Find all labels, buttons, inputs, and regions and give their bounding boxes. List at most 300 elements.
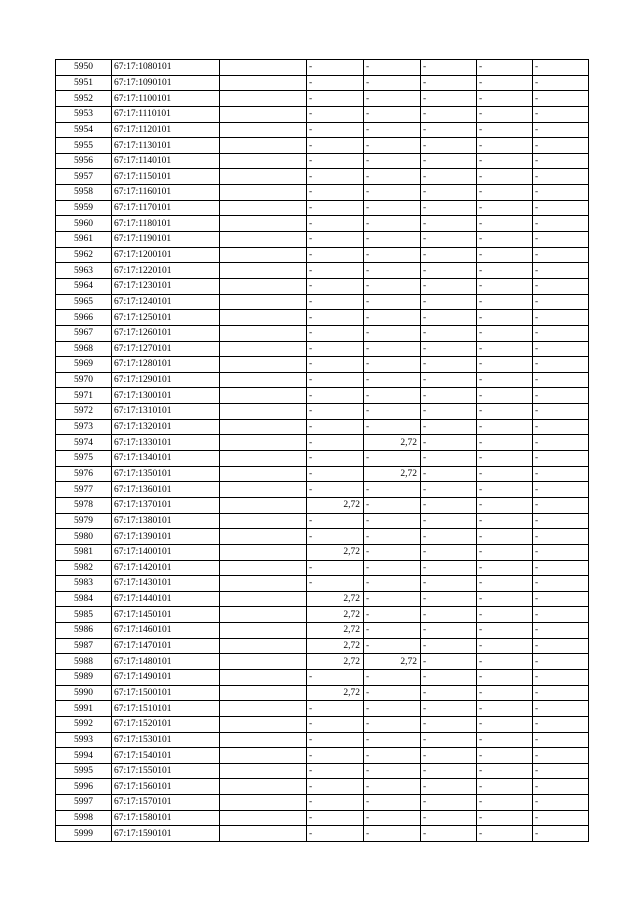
value-cell-e: - xyxy=(533,701,589,717)
value-cell-d: - xyxy=(477,216,533,232)
value-cell-a: 2,72 xyxy=(307,654,364,670)
blank-cell xyxy=(220,826,307,842)
value-cell-e: - xyxy=(533,138,589,154)
value-cell-c: - xyxy=(421,341,477,357)
cadastral-code-cell: 67:17:1160101 xyxy=(112,185,220,201)
row-number-cell: 5999 xyxy=(56,826,112,842)
row-number-cell: 5987 xyxy=(56,638,112,654)
blank-cell xyxy=(220,216,307,232)
value-cell-a: 2,72 xyxy=(307,591,364,607)
value-cell-e: - xyxy=(533,826,589,842)
value-cell-d: - xyxy=(477,435,533,451)
table-row xyxy=(56,748,589,764)
row-number-cell: 5989 xyxy=(56,669,112,685)
value-cell-e: - xyxy=(533,232,589,248)
blank-cell xyxy=(220,185,307,201)
value-cell-c: - xyxy=(421,466,477,482)
value-cell-d: - xyxy=(477,560,533,576)
row-number-cell: 5959 xyxy=(56,200,112,216)
table-body xyxy=(56,60,589,842)
value-cell-a: - xyxy=(307,419,364,435)
table-row xyxy=(56,263,589,279)
cadastral-code-cell: 67:17:1370101 xyxy=(112,497,220,513)
value-cell-c: - xyxy=(421,91,477,107)
value-cell-a: - xyxy=(307,263,364,279)
cadastral-code-cell: 67:17:1320101 xyxy=(112,419,220,435)
value-cell-a: - xyxy=(307,810,364,826)
table-row xyxy=(56,232,589,248)
value-cell-b: - xyxy=(364,60,421,76)
cadastral-code-cell: 67:17:1260101 xyxy=(112,325,220,341)
value-cell-b: - xyxy=(364,669,421,685)
row-number-cell: 5992 xyxy=(56,716,112,732)
value-cell-e: - xyxy=(533,544,589,560)
value-cell-b: - xyxy=(364,623,421,639)
value-cell-e: - xyxy=(533,419,589,435)
value-cell-c: - xyxy=(421,60,477,76)
value-cell-a: - xyxy=(307,779,364,795)
value-cell-c: - xyxy=(421,372,477,388)
value-cell-a: - xyxy=(307,560,364,576)
table-row xyxy=(56,419,589,435)
row-number-cell: 5971 xyxy=(56,388,112,404)
cadastral-code-cell: 67:17:1540101 xyxy=(112,748,220,764)
row-number-cell: 5994 xyxy=(56,748,112,764)
blank-cell xyxy=(220,153,307,169)
value-cell-c: - xyxy=(421,529,477,545)
value-cell-c: - xyxy=(421,200,477,216)
blank-cell xyxy=(220,60,307,76)
blank-cell xyxy=(220,278,307,294)
cadastral-code-cell: 67:17:1460101 xyxy=(112,623,220,639)
row-number-cell: 5993 xyxy=(56,732,112,748)
cadastral-code-cell: 67:17:1280101 xyxy=(112,357,220,373)
value-cell-b: - xyxy=(364,419,421,435)
value-cell-b: - xyxy=(364,106,421,122)
row-number-cell: 5978 xyxy=(56,497,112,513)
value-cell-a: 2,72 xyxy=(307,685,364,701)
cadastral-code-cell: 67:17:1520101 xyxy=(112,716,220,732)
value-cell-b: - xyxy=(364,638,421,654)
value-cell-a: - xyxy=(307,216,364,232)
row-number-cell: 5972 xyxy=(56,404,112,420)
table-row xyxy=(56,200,589,216)
blank-cell xyxy=(220,623,307,639)
value-cell-c: - xyxy=(421,435,477,451)
value-cell-c: - xyxy=(421,607,477,623)
value-cell-a: - xyxy=(307,60,364,76)
value-cell-d: - xyxy=(477,310,533,326)
value-cell-d: - xyxy=(477,278,533,294)
value-cell-a: - xyxy=(307,529,364,545)
value-cell-c: - xyxy=(421,810,477,826)
table-row xyxy=(56,372,589,388)
value-cell-d: - xyxy=(477,75,533,91)
cadastral-code-cell: 67:17:1430101 xyxy=(112,576,220,592)
value-cell-c: - xyxy=(421,75,477,91)
row-number-cell: 5974 xyxy=(56,435,112,451)
row-number-cell: 5964 xyxy=(56,278,112,294)
value-cell-c: - xyxy=(421,138,477,154)
value-cell-c: - xyxy=(421,795,477,811)
blank-cell xyxy=(220,75,307,91)
table-row xyxy=(56,357,589,373)
row-number-cell: 5966 xyxy=(56,310,112,326)
value-cell-b: - xyxy=(364,200,421,216)
cadastral-code-cell: 67:17:1150101 xyxy=(112,169,220,185)
table-row xyxy=(56,638,589,654)
value-cell-c: - xyxy=(421,497,477,513)
value-cell-e: - xyxy=(533,466,589,482)
cadastral-code-cell: 67:17:1130101 xyxy=(112,138,220,154)
row-number-cell: 5995 xyxy=(56,763,112,779)
cadastral-code-cell: 67:17:1110101 xyxy=(112,106,220,122)
table-row xyxy=(56,138,589,154)
value-cell-b: - xyxy=(364,591,421,607)
row-number-cell: 5979 xyxy=(56,513,112,529)
cadastral-code-cell: 67:17:1270101 xyxy=(112,341,220,357)
value-cell-b: - xyxy=(364,310,421,326)
value-cell-d: - xyxy=(477,357,533,373)
table-row xyxy=(56,91,589,107)
value-cell-a: - xyxy=(307,388,364,404)
row-number-cell: 5960 xyxy=(56,216,112,232)
value-cell-a: - xyxy=(307,451,364,467)
cadastral-code-cell: 67:17:1120101 xyxy=(112,122,220,138)
row-number-cell: 5986 xyxy=(56,623,112,639)
cadastral-code-cell: 67:17:1350101 xyxy=(112,466,220,482)
value-cell-d: - xyxy=(477,294,533,310)
value-cell-c: - xyxy=(421,388,477,404)
table-row xyxy=(56,497,589,513)
value-cell-b: - xyxy=(364,748,421,764)
value-cell-e: - xyxy=(533,810,589,826)
value-cell-a: - xyxy=(307,75,364,91)
blank-cell xyxy=(220,654,307,670)
cadastral-code-cell: 67:17:1290101 xyxy=(112,372,220,388)
value-cell-a: - xyxy=(307,716,364,732)
value-cell-c: - xyxy=(421,247,477,263)
cadastral-code-cell: 67:17:1140101 xyxy=(112,153,220,169)
value-cell-e: - xyxy=(533,216,589,232)
value-cell-d: - xyxy=(477,91,533,107)
row-number-cell: 5985 xyxy=(56,607,112,623)
value-cell-c: - xyxy=(421,779,477,795)
row-number-cell: 5988 xyxy=(56,654,112,670)
value-cell-e: - xyxy=(533,106,589,122)
blank-cell xyxy=(220,232,307,248)
value-cell-e: - xyxy=(533,200,589,216)
cadastral-code-cell: 67:17:1250101 xyxy=(112,310,220,326)
value-cell-b: - xyxy=(364,357,421,373)
value-cell-c: - xyxy=(421,513,477,529)
blank-cell xyxy=(220,497,307,513)
value-cell-b: - xyxy=(364,91,421,107)
value-cell-c: - xyxy=(421,153,477,169)
cadastral-code-cell: 67:17:1220101 xyxy=(112,263,220,279)
value-cell-e: - xyxy=(533,372,589,388)
cadastral-code-cell: 67:17:1400101 xyxy=(112,544,220,560)
value-cell-c: - xyxy=(421,357,477,373)
value-cell-a: - xyxy=(307,357,364,373)
row-number-cell: 5984 xyxy=(56,591,112,607)
value-cell-e: - xyxy=(533,247,589,263)
value-cell-d: - xyxy=(477,200,533,216)
value-cell-b: - xyxy=(364,153,421,169)
value-cell-d: - xyxy=(477,153,533,169)
value-cell-c: - xyxy=(421,544,477,560)
value-cell-a: - xyxy=(307,232,364,248)
value-cell-c: - xyxy=(421,669,477,685)
value-cell-d: - xyxy=(477,544,533,560)
value-cell-a: - xyxy=(307,106,364,122)
table-row xyxy=(56,669,589,685)
value-cell-d: - xyxy=(477,419,533,435)
value-cell-b: - xyxy=(364,826,421,842)
blank-cell xyxy=(220,748,307,764)
blank-cell xyxy=(220,341,307,357)
value-cell-c: - xyxy=(421,763,477,779)
value-cell-e: - xyxy=(533,122,589,138)
value-cell-e: - xyxy=(533,638,589,654)
value-cell-d: - xyxy=(477,404,533,420)
cadastral-code-cell: 67:17:1090101 xyxy=(112,75,220,91)
value-cell-b: - xyxy=(364,482,421,498)
value-cell-d: - xyxy=(477,623,533,639)
table-row xyxy=(56,341,589,357)
value-cell-a: - xyxy=(307,325,364,341)
value-cell-e: - xyxy=(533,529,589,545)
table-row xyxy=(56,763,589,779)
value-cell-e: - xyxy=(533,482,589,498)
value-cell-d: - xyxy=(477,325,533,341)
table-row xyxy=(56,591,589,607)
value-cell-b: - xyxy=(364,810,421,826)
table-row xyxy=(56,278,589,294)
row-number-cell: 5952 xyxy=(56,91,112,107)
value-cell-c: - xyxy=(421,451,477,467)
blank-cell xyxy=(220,169,307,185)
row-number-cell: 5976 xyxy=(56,466,112,482)
value-cell-e: - xyxy=(533,278,589,294)
blank-cell xyxy=(220,607,307,623)
value-cell-c: - xyxy=(421,701,477,717)
table-row xyxy=(56,701,589,717)
value-cell-e: - xyxy=(533,748,589,764)
blank-cell xyxy=(220,106,307,122)
value-cell-c: - xyxy=(421,748,477,764)
cadastral-code-cell: 67:17:1530101 xyxy=(112,732,220,748)
cadastral-code-cell: 67:17:1500101 xyxy=(112,685,220,701)
row-number-cell: 5969 xyxy=(56,357,112,373)
value-cell-b: - xyxy=(364,278,421,294)
value-cell-a: - xyxy=(307,576,364,592)
value-cell-a: - xyxy=(307,169,364,185)
cadastral-code-cell: 67:17:1580101 xyxy=(112,810,220,826)
value-cell-d: - xyxy=(477,341,533,357)
value-cell-e: - xyxy=(533,497,589,513)
value-cell-d: - xyxy=(477,685,533,701)
row-number-cell: 5980 xyxy=(56,529,112,545)
blank-cell xyxy=(220,732,307,748)
value-cell-a: - xyxy=(307,826,364,842)
value-cell-b: - xyxy=(364,138,421,154)
blank-cell xyxy=(220,451,307,467)
value-cell-c: - xyxy=(421,654,477,670)
value-cell-a: - xyxy=(307,294,364,310)
table-row xyxy=(56,247,589,263)
cadastral-code-cell: 67:17:1480101 xyxy=(112,654,220,670)
value-cell-c: - xyxy=(421,106,477,122)
value-cell-e: - xyxy=(533,435,589,451)
value-cell-c: - xyxy=(421,482,477,498)
value-cell-b: - xyxy=(364,701,421,717)
blank-cell xyxy=(220,763,307,779)
cadastral-code-cell: 67:17:1470101 xyxy=(112,638,220,654)
value-cell-d: - xyxy=(477,232,533,248)
blank-cell xyxy=(220,576,307,592)
value-cell-c: - xyxy=(421,122,477,138)
value-cell-c: - xyxy=(421,826,477,842)
value-cell-b: - xyxy=(364,388,421,404)
value-cell-d: - xyxy=(477,576,533,592)
row-number-cell: 5950 xyxy=(56,60,112,76)
cadastral-code-cell: 67:17:1100101 xyxy=(112,91,220,107)
value-cell-b: - xyxy=(364,576,421,592)
value-cell-b: 2,72 xyxy=(364,654,421,670)
blank-cell xyxy=(220,357,307,373)
value-cell-a: - xyxy=(307,122,364,138)
value-cell-d: - xyxy=(477,701,533,717)
blank-cell xyxy=(220,325,307,341)
blank-cell xyxy=(220,544,307,560)
value-cell-d: - xyxy=(477,763,533,779)
value-cell-b: - xyxy=(364,294,421,310)
blank-cell xyxy=(220,263,307,279)
value-cell-d: - xyxy=(477,513,533,529)
value-cell-c: - xyxy=(421,232,477,248)
value-cell-e: - xyxy=(533,623,589,639)
value-cell-a: 2,72 xyxy=(307,544,364,560)
value-cell-e: - xyxy=(533,732,589,748)
blank-cell xyxy=(220,247,307,263)
value-cell-a: 2,72 xyxy=(307,638,364,654)
value-cell-b: - xyxy=(364,795,421,811)
table-row xyxy=(56,654,589,670)
value-cell-b: - xyxy=(364,169,421,185)
value-cell-b: - xyxy=(364,341,421,357)
table-row xyxy=(56,294,589,310)
cadastral-code-cell: 67:17:1330101 xyxy=(112,435,220,451)
table-row xyxy=(56,482,589,498)
value-cell-e: - xyxy=(533,669,589,685)
value-cell-e: - xyxy=(533,795,589,811)
value-cell-b: - xyxy=(364,247,421,263)
value-cell-b: - xyxy=(364,216,421,232)
cadastral-code-cell: 67:17:1360101 xyxy=(112,482,220,498)
value-cell-d: - xyxy=(477,388,533,404)
table-row xyxy=(56,122,589,138)
blank-cell xyxy=(220,638,307,654)
data-table xyxy=(55,59,589,842)
table-row xyxy=(56,685,589,701)
value-cell-b: - xyxy=(364,451,421,467)
value-cell-b: - xyxy=(364,513,421,529)
value-cell-b: - xyxy=(364,685,421,701)
row-number-cell: 5998 xyxy=(56,810,112,826)
cadastral-code-cell: 67:17:1380101 xyxy=(112,513,220,529)
table-row xyxy=(56,779,589,795)
value-cell-a: 2,72 xyxy=(307,623,364,639)
value-cell-b: - xyxy=(364,497,421,513)
row-number-cell: 5951 xyxy=(56,75,112,91)
value-cell-a: - xyxy=(307,153,364,169)
table-row xyxy=(56,153,589,169)
table-row xyxy=(56,185,589,201)
value-cell-d: - xyxy=(477,810,533,826)
value-cell-e: - xyxy=(533,716,589,732)
row-number-cell: 5956 xyxy=(56,153,112,169)
blank-cell xyxy=(220,810,307,826)
value-cell-a: - xyxy=(307,732,364,748)
value-cell-e: - xyxy=(533,341,589,357)
value-cell-e: - xyxy=(533,294,589,310)
value-cell-e: - xyxy=(533,357,589,373)
value-cell-b: - xyxy=(364,716,421,732)
row-number-cell: 5962 xyxy=(56,247,112,263)
value-cell-e: - xyxy=(533,654,589,670)
value-cell-e: - xyxy=(533,60,589,76)
row-number-cell: 5997 xyxy=(56,795,112,811)
row-number-cell: 5957 xyxy=(56,169,112,185)
cadastral-code-cell: 67:17:1170101 xyxy=(112,200,220,216)
value-cell-b: - xyxy=(364,529,421,545)
cadastral-code-cell: 67:17:1080101 xyxy=(112,60,220,76)
value-cell-e: - xyxy=(533,185,589,201)
table-row xyxy=(56,560,589,576)
cadastral-code-cell: 67:17:1590101 xyxy=(112,826,220,842)
blank-cell xyxy=(220,685,307,701)
value-cell-d: - xyxy=(477,466,533,482)
row-number-cell: 5991 xyxy=(56,701,112,717)
table-row xyxy=(56,451,589,467)
value-cell-e: - xyxy=(533,75,589,91)
blank-cell xyxy=(220,779,307,795)
value-cell-e: - xyxy=(533,560,589,576)
blank-cell xyxy=(220,310,307,326)
table-row xyxy=(56,795,589,811)
value-cell-d: - xyxy=(477,106,533,122)
cadastral-code-cell: 67:17:1230101 xyxy=(112,278,220,294)
row-number-cell: 5967 xyxy=(56,325,112,341)
value-cell-c: - xyxy=(421,560,477,576)
value-cell-a: 2,72 xyxy=(307,497,364,513)
cadastral-code-cell: 67:17:1450101 xyxy=(112,607,220,623)
blank-cell xyxy=(220,466,307,482)
value-cell-d: - xyxy=(477,169,533,185)
blank-cell xyxy=(220,560,307,576)
cadastral-code-cell: 67:17:1390101 xyxy=(112,529,220,545)
value-cell-b: - xyxy=(364,232,421,248)
blank-cell xyxy=(220,513,307,529)
value-cell-d: - xyxy=(477,669,533,685)
value-cell-d: - xyxy=(477,372,533,388)
value-cell-b: - xyxy=(364,607,421,623)
value-cell-e: - xyxy=(533,685,589,701)
value-cell-c: - xyxy=(421,310,477,326)
value-cell-a: - xyxy=(307,701,364,717)
blank-cell xyxy=(220,669,307,685)
